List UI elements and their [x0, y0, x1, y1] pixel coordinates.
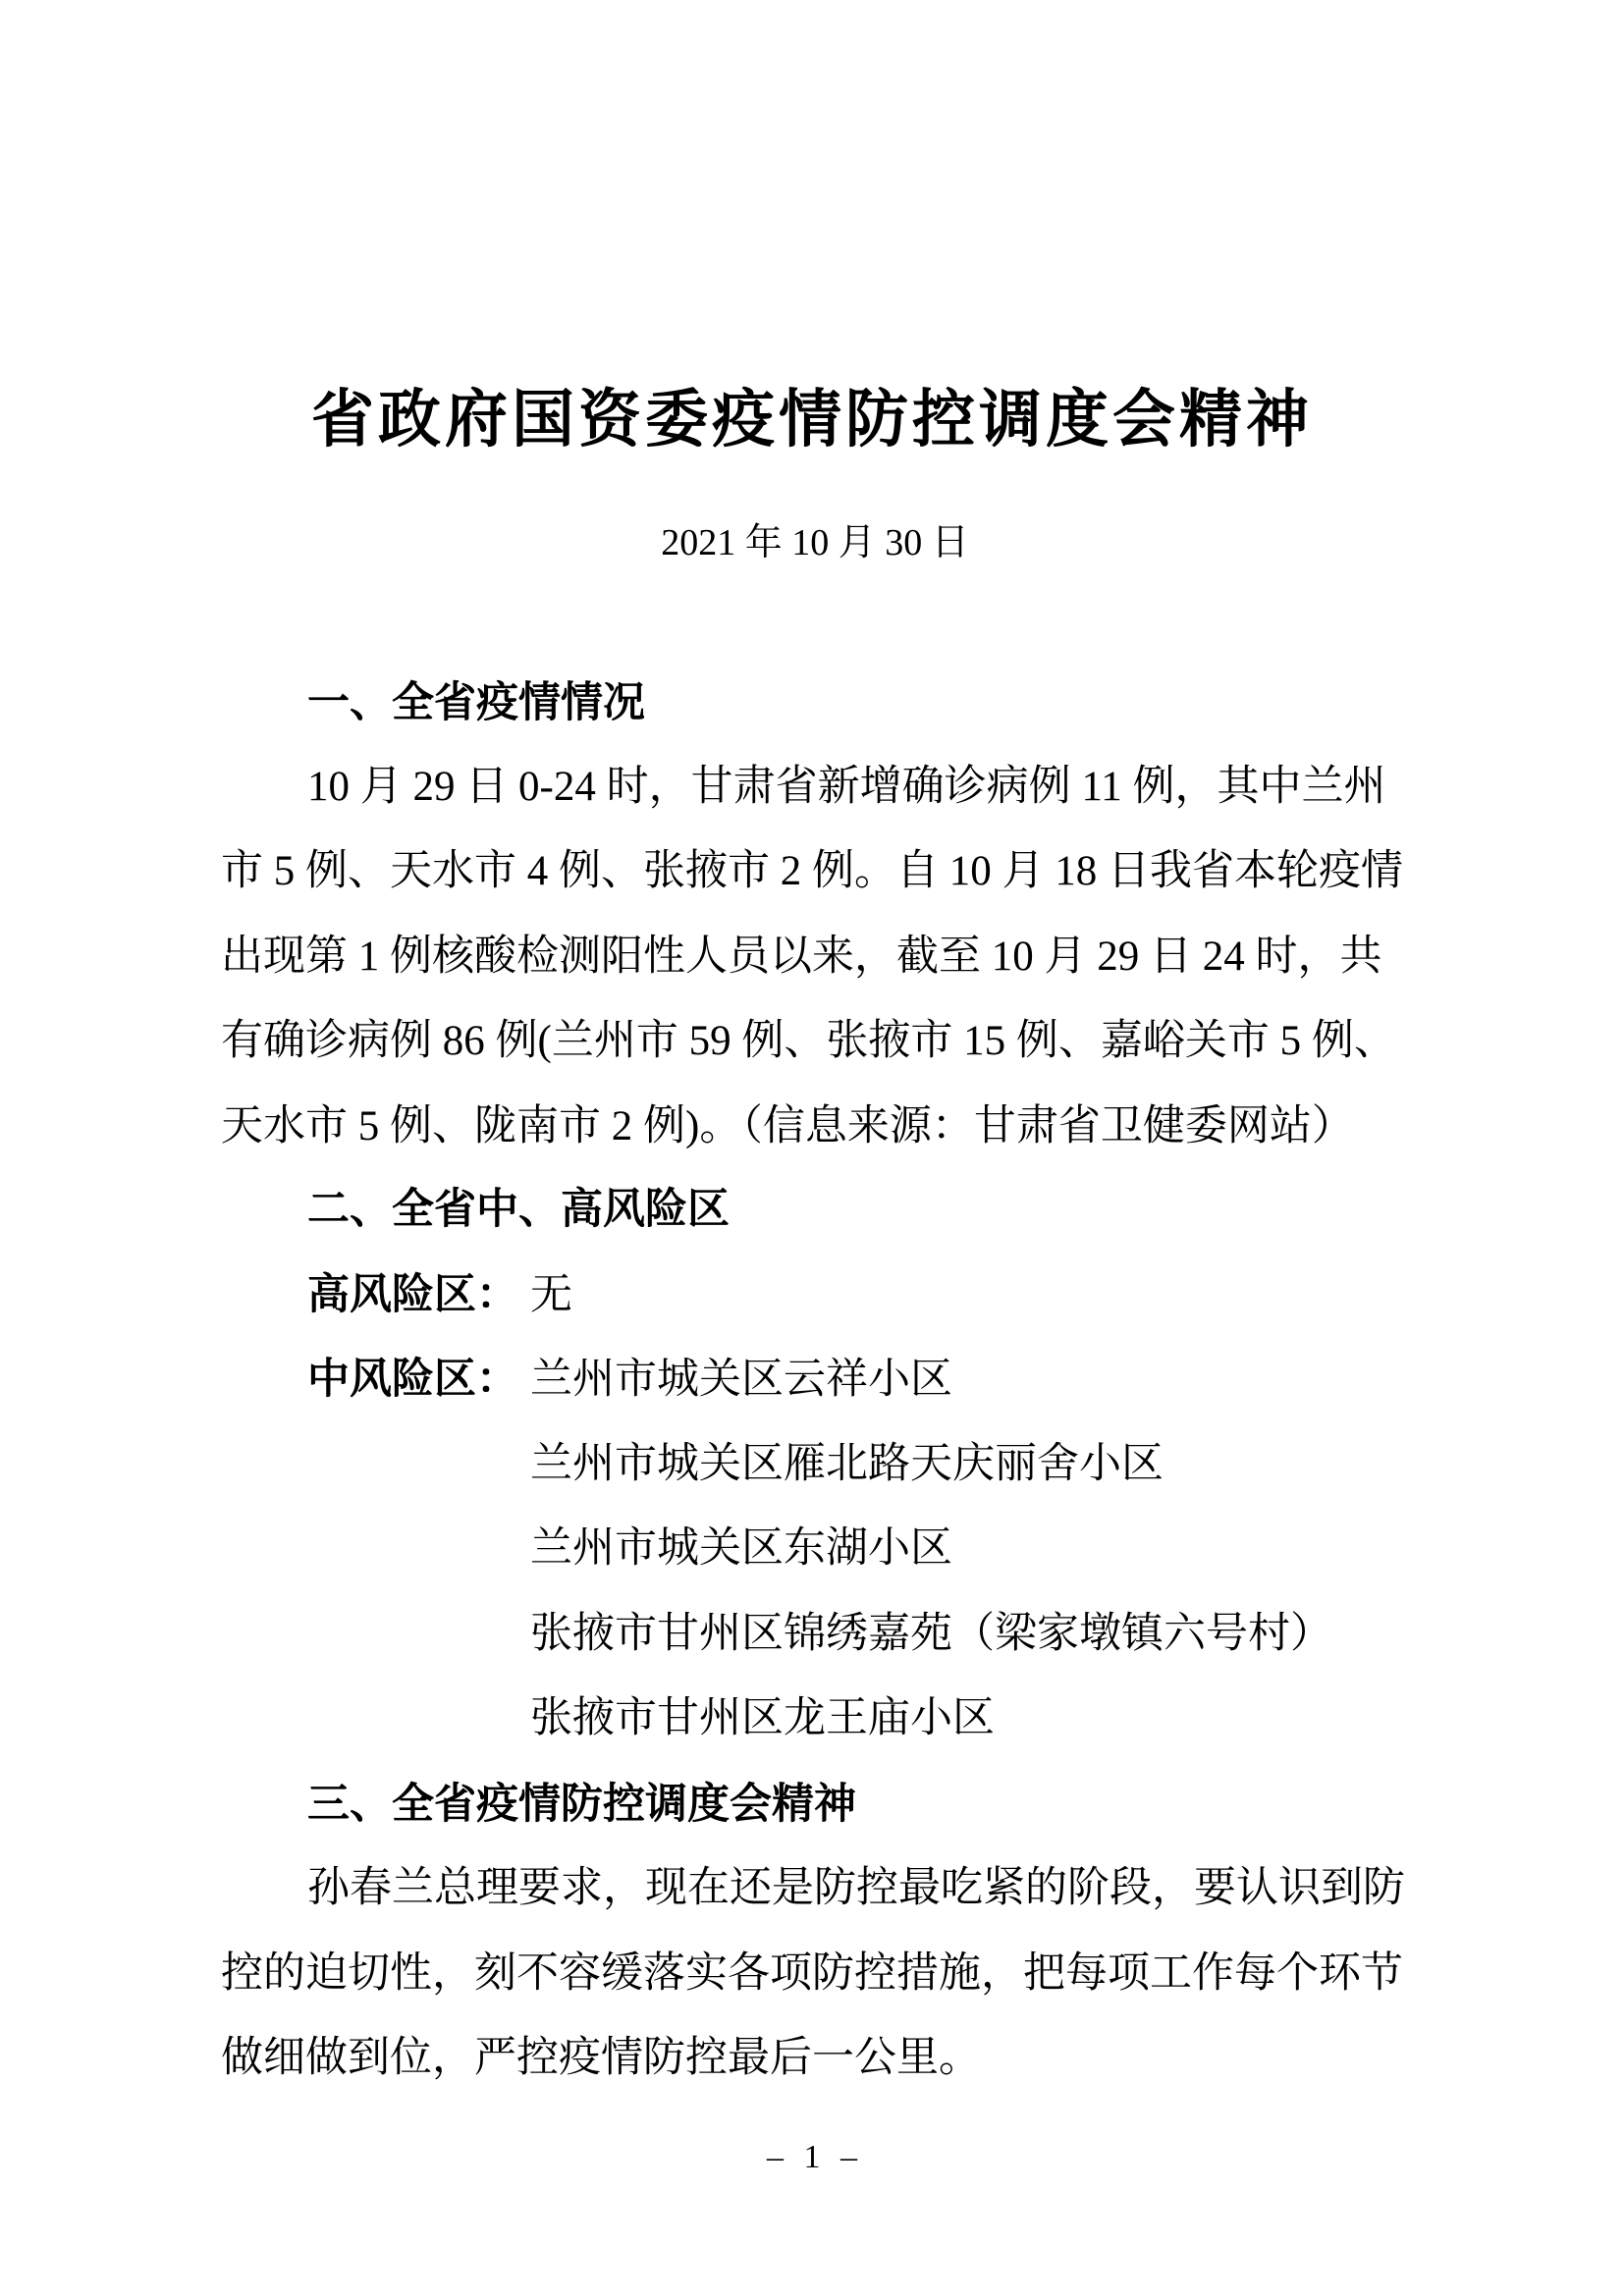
body-line: 控的迫切性，刻不容缓落实各项防控措施，把每项工作每个环节: [221, 1950, 1403, 1997]
body-line: 孙春兰总理要求，现在还是防控最吃紧的阶段，要认识到防: [307, 1865, 1405, 1911]
body-line: 10 月 29 日 0-24 时，甘肃省新增确诊病例 11 例，其中兰州: [307, 764, 1386, 810]
body-line: 市 5 例、天水市 4 例、张掖市 2 例。自 10 月 18 日我省本轮疫情: [221, 848, 1403, 894]
medium-risk-zone-item: 兰州市城关区雁北路天庆丽舍小区: [530, 1441, 1164, 1487]
section-2-heading: 二、全省中、高风险区: [307, 1186, 730, 1233]
section-3-heading: 三、全省疫情防控调度会精神: [307, 1781, 856, 1828]
body-line: 出现第 1 例核酸检测阳性人员以来，截至 10 月 29 日 24 时，共: [221, 934, 1382, 980]
section-1-heading: 一、全省疫情情况: [307, 679, 645, 726]
document-title: 省政府国资委疫情防控调度会精神: [311, 385, 1313, 454]
medium-risk-zone-item: 兰州市城关区云祥小区: [530, 1357, 952, 1403]
high-risk-line: [307, 1253, 572, 1337]
body-line: 有确诊病例 86 例(兰州市 59 例、张掖市 15 例、嘉峪关市 5 例、: [221, 1018, 1396, 1064]
medium-risk-label: 中风险区：: [307, 1356, 518, 1403]
medium-risk-zone-item: 张掖市甘州区锦绣嘉苑（梁家墩镇六号村）: [530, 1611, 1332, 1657]
high-risk-value: 无: [530, 1272, 572, 1318]
medium-risk-line: [307, 1337, 952, 1421]
body-line: 天水市 5 例、陇南市 2 例)。（信息来源：甘肃省卫健委网站）: [221, 1103, 1354, 1149]
page-number: – 1 –: [767, 2139, 863, 2175]
document-date: 2021 年 10 月 30 日: [661, 522, 969, 563]
high-risk-label: 高风险区：: [307, 1271, 518, 1318]
body-line: 做细做到位，严控疫情防控最后一公里。: [221, 2035, 981, 2081]
medium-risk-zone-item: 兰州市城关区东湖小区: [530, 1525, 952, 1572]
medium-risk-zone-item: 张掖市甘州区龙王庙小区: [530, 1695, 995, 1741]
